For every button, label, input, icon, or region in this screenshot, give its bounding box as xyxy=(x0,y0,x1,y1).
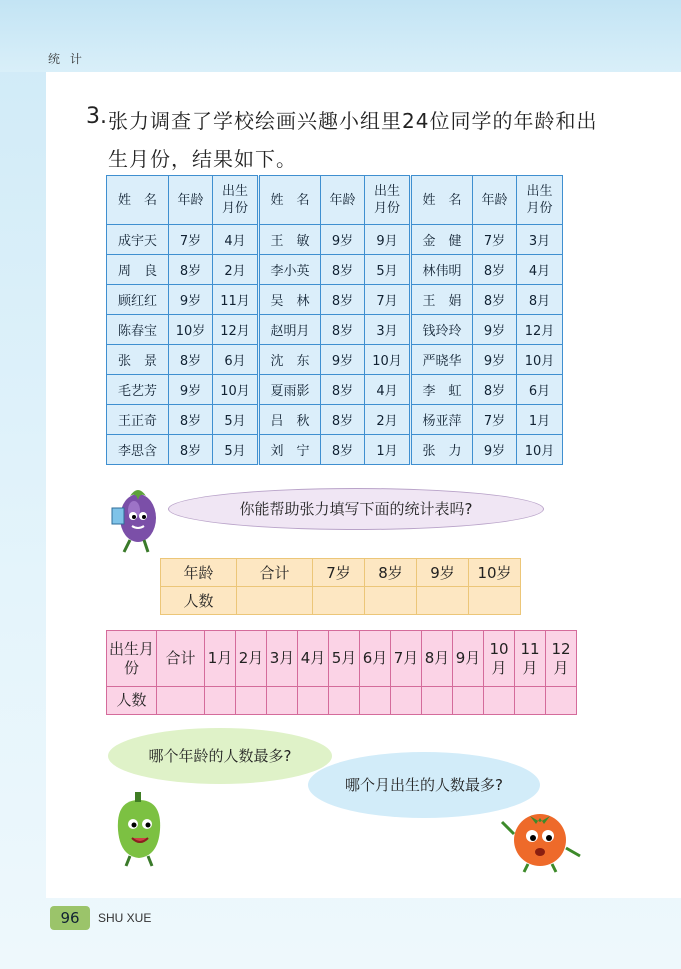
survey-cell: 1月 xyxy=(517,405,563,435)
survey-cell: 10月 xyxy=(517,345,563,375)
month-count-blank[interactable] xyxy=(205,687,236,715)
age-header-cell: 合计 xyxy=(237,559,313,587)
age-header-cell: 9岁 xyxy=(417,559,469,587)
survey-cell: 11月 xyxy=(213,285,259,315)
month-count-blank[interactable] xyxy=(267,687,298,715)
month-header-cell: 11月 xyxy=(515,631,546,687)
month-count-blank[interactable] xyxy=(453,687,484,715)
survey-cell: 吴 林 xyxy=(259,285,321,315)
month-count-blank[interactable] xyxy=(157,687,205,715)
month-header-cell: 2月 xyxy=(236,631,267,687)
survey-row xyxy=(107,225,563,255)
month-header-cell: 10月 xyxy=(484,631,515,687)
survey-cell: 2月 xyxy=(365,405,411,435)
survey-cell: 成宇天 xyxy=(107,225,169,255)
survey-cell: 钱玲玲 xyxy=(411,315,473,345)
survey-cell: 李思含 xyxy=(107,435,169,465)
age-count-blank[interactable] xyxy=(237,587,313,615)
survey-cell: 12月 xyxy=(517,315,563,345)
month-header-cell: 4月 xyxy=(298,631,329,687)
age-count-blank[interactable] xyxy=(469,587,521,615)
cloud-month-question: 哪个月出生的人数最多? xyxy=(308,752,540,818)
survey-cell: 金 健 xyxy=(411,225,473,255)
month-count-blank[interactable] xyxy=(546,687,577,715)
survey-cell: 林伟明 xyxy=(411,255,473,285)
survey-cell: 8月 xyxy=(517,285,563,315)
question-text: 张力调查了学校绘画兴趣小组里24位同学的年龄和出生月份，结果如下。 xyxy=(108,109,598,171)
survey-cell: 沈 东 xyxy=(259,345,321,375)
survey-cell: 8岁 xyxy=(169,345,213,375)
survey-cell: 吕 秋 xyxy=(259,405,321,435)
survey-cell: 2月 xyxy=(213,255,259,285)
survey-cell: 8岁 xyxy=(321,405,365,435)
month-header-cell: 12月 xyxy=(546,631,577,687)
survey-cell: 4月 xyxy=(213,225,259,255)
month-count-blank[interactable] xyxy=(515,687,546,715)
age-header-cell: 7岁 xyxy=(313,559,365,587)
survey-cell: 10月 xyxy=(213,375,259,405)
survey-cell: 7岁 xyxy=(473,225,517,255)
survey-cell: 8岁 xyxy=(321,255,365,285)
month-count-label: 人数 xyxy=(107,687,157,715)
month-count-blank[interactable] xyxy=(236,687,267,715)
survey-cell: 12月 xyxy=(213,315,259,345)
book-title: SHU XUE xyxy=(98,911,152,925)
survey-cell: 8岁 xyxy=(169,435,213,465)
survey-cell: 李 虹 xyxy=(411,375,473,405)
month-count-blank[interactable] xyxy=(422,687,453,715)
month-count-blank[interactable] xyxy=(298,687,329,715)
page-number-badge: 96 xyxy=(50,906,90,930)
survey-cell: 1月 xyxy=(365,435,411,465)
survey-cell: 杨亚萍 xyxy=(411,405,473,435)
survey-cell: 3月 xyxy=(517,225,563,255)
survey-cell: 陈春宝 xyxy=(107,315,169,345)
month-header-cell: 3月 xyxy=(267,631,298,687)
survey-cell: 4月 xyxy=(365,375,411,405)
survey-cell: 8岁 xyxy=(473,285,517,315)
survey-cell: 王 娟 xyxy=(411,285,473,315)
survey-header-cell: 姓 名 xyxy=(259,176,321,225)
survey-header-cell: 姓 名 xyxy=(107,176,169,225)
survey-cell: 7岁 xyxy=(473,405,517,435)
age-count-blank[interactable] xyxy=(313,587,365,615)
page-header-band xyxy=(0,0,681,72)
survey-row xyxy=(107,255,563,285)
survey-cell: 8岁 xyxy=(321,285,365,315)
survey-cell: 8岁 xyxy=(473,255,517,285)
survey-cell: 9岁 xyxy=(169,285,213,315)
survey-cell: 8岁 xyxy=(321,435,365,465)
survey-cell: 9岁 xyxy=(473,315,517,345)
age-count-blank[interactable] xyxy=(417,587,469,615)
survey-cell: 9月 xyxy=(365,225,411,255)
survey-cell: 3月 xyxy=(365,315,411,345)
survey-header-cell: 姓 名 xyxy=(411,176,473,225)
survey-cell: 10月 xyxy=(365,345,411,375)
survey-cell: 5月 xyxy=(213,405,259,435)
survey-cell: 9岁 xyxy=(169,375,213,405)
survey-header-cell: 出生月份 xyxy=(365,176,411,225)
survey-cell: 8岁 xyxy=(169,255,213,285)
survey-cell: 8岁 xyxy=(473,375,517,405)
month-count-blank[interactable] xyxy=(484,687,515,715)
survey-cell: 9岁 xyxy=(473,345,517,375)
survey-row xyxy=(107,435,563,465)
month-header-cell: 7月 xyxy=(391,631,422,687)
month-count-blank[interactable] xyxy=(391,687,422,715)
survey-cell: 严晓华 xyxy=(411,345,473,375)
question-number: 3. xyxy=(86,104,107,129)
age-count-blank[interactable] xyxy=(365,587,417,615)
survey-cell: 9岁 xyxy=(321,345,365,375)
survey-header-cell: 年龄 xyxy=(169,176,213,225)
survey-cell: 8岁 xyxy=(169,405,213,435)
month-header-cell: 6月 xyxy=(360,631,391,687)
help-question-bubble: 你能帮助张力填写下面的统计表吗? xyxy=(168,488,544,530)
survey-cell: 7月 xyxy=(365,285,411,315)
survey-cell: 王 敏 xyxy=(259,225,321,255)
month-header-cell: 5月 xyxy=(329,631,360,687)
survey-row xyxy=(107,315,563,345)
survey-cell: 周 良 xyxy=(107,255,169,285)
survey-cell: 毛艺芳 xyxy=(107,375,169,405)
survey-cell: 5月 xyxy=(365,255,411,285)
survey-cell: 9岁 xyxy=(321,225,365,255)
survey-cell: 7岁 xyxy=(169,225,213,255)
survey-cell: 4月 xyxy=(517,255,563,285)
survey-header-cell: 年龄 xyxy=(473,176,517,225)
survey-cell: 5月 xyxy=(213,435,259,465)
survey-row xyxy=(107,375,563,405)
section-label: 统 计 xyxy=(48,52,85,66)
survey-table xyxy=(106,175,563,465)
month-stat-table xyxy=(106,630,577,715)
survey-header-cell: 出生月份 xyxy=(213,176,259,225)
survey-cell: 6月 xyxy=(517,375,563,405)
survey-cell: 王正奇 xyxy=(107,405,169,435)
survey-cell: 刘 宁 xyxy=(259,435,321,465)
survey-cell: 10月 xyxy=(517,435,563,465)
survey-cell: 张 力 xyxy=(411,435,473,465)
tomato-mascot-icon xyxy=(494,800,584,878)
age-count-label: 人数 xyxy=(161,587,237,615)
survey-row xyxy=(107,285,563,315)
age-header-cell: 10岁 xyxy=(469,559,521,587)
survey-cell: 9岁 xyxy=(473,435,517,465)
survey-cell: 顾红红 xyxy=(107,285,169,315)
month-head-label: 出生月份 xyxy=(107,631,157,687)
survey-row xyxy=(107,405,563,435)
survey-cell: 赵明月 xyxy=(259,315,321,345)
month-total-label: 合计 xyxy=(157,631,205,687)
survey-cell: 8岁 xyxy=(321,315,365,345)
month-header-cell: 8月 xyxy=(422,631,453,687)
survey-cell: 李小英 xyxy=(259,255,321,285)
cloud-age-question: 哪个年龄的人数最多? xyxy=(108,728,332,784)
pepper-mascot-icon xyxy=(104,790,174,872)
survey-cell: 6月 xyxy=(213,345,259,375)
month-header-cell: 9月 xyxy=(453,631,484,687)
month-count-blank[interactable] xyxy=(360,687,391,715)
survey-cell: 张 景 xyxy=(107,345,169,375)
age-header-cell: 年龄 xyxy=(161,559,237,587)
survey-row xyxy=(107,345,563,375)
survey-cell: 8岁 xyxy=(321,375,365,405)
month-header-cell: 1月 xyxy=(205,631,236,687)
survey-header-cell: 出生月份 xyxy=(517,176,563,225)
eggplant-mascot-icon xyxy=(104,478,168,562)
month-count-blank[interactable] xyxy=(329,687,360,715)
age-header-cell: 8岁 xyxy=(365,559,417,587)
survey-header-cell: 年龄 xyxy=(321,176,365,225)
survey-cell: 夏雨影 xyxy=(259,375,321,405)
survey-cell: 10岁 xyxy=(169,315,213,345)
age-stat-table xyxy=(160,558,521,615)
